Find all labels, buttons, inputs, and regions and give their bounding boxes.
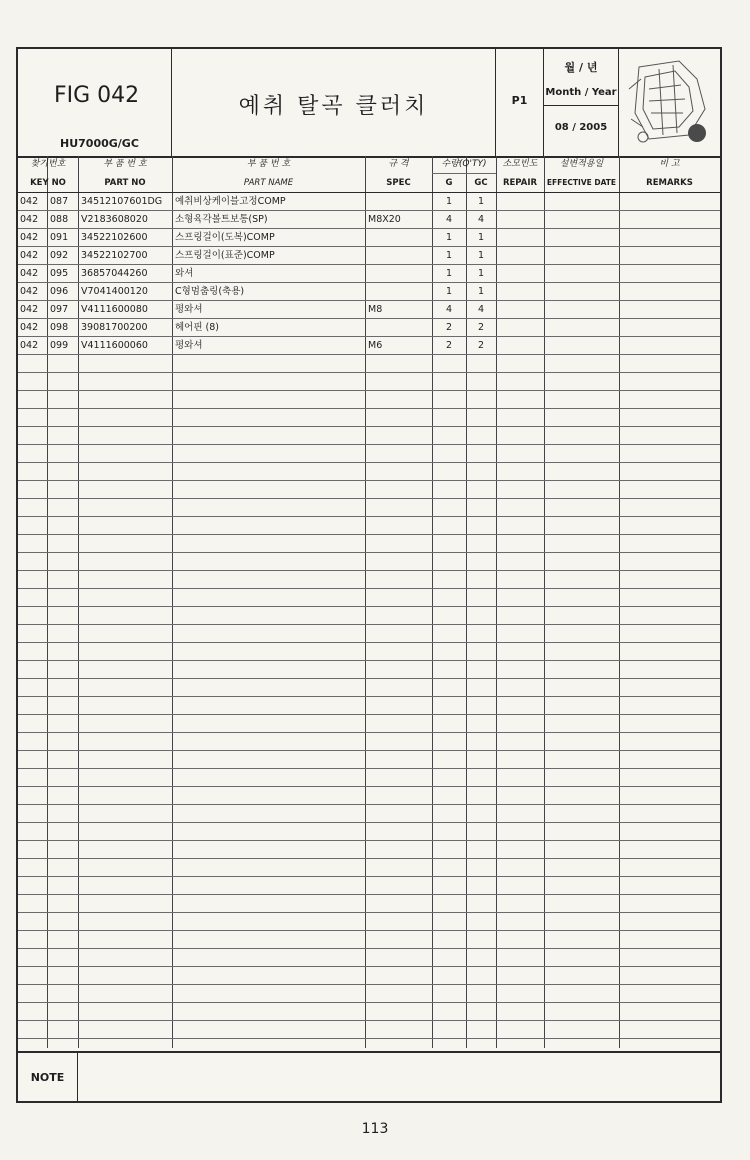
divider xyxy=(18,822,720,823)
date-label-kr: 월 / 년 xyxy=(564,61,598,74)
cell-part-no: V2183608020 xyxy=(81,214,148,225)
note-box xyxy=(18,1051,720,1103)
cell-fig: 042 xyxy=(20,286,39,297)
cell-gc: 2 xyxy=(477,340,485,351)
page-code-cell xyxy=(496,49,544,156)
divider xyxy=(18,858,720,859)
cell-part-no: V4111600080 xyxy=(81,304,148,315)
date-label-en: Month / Year xyxy=(545,87,617,98)
date-cell xyxy=(544,49,619,156)
cell-fig: 042 xyxy=(20,196,39,207)
cell-g: 2 xyxy=(445,340,453,351)
divider xyxy=(18,714,720,715)
sheet-header xyxy=(18,49,720,158)
cell-name: 스프링걸이(표준)COMP xyxy=(175,250,275,261)
divider xyxy=(18,624,720,625)
divider xyxy=(18,930,720,931)
col-part-name-kr: 부 품 번 호 xyxy=(246,159,291,169)
cell-gc: 1 xyxy=(477,196,485,207)
divider xyxy=(18,480,720,481)
divider xyxy=(18,642,720,643)
cell-key: 088 xyxy=(50,214,69,225)
cell-g: 2 xyxy=(445,322,453,333)
cell-name: 헤어핀 (8) xyxy=(175,322,220,333)
divider xyxy=(544,105,618,106)
divider xyxy=(18,732,720,733)
divider xyxy=(18,462,720,463)
parts-table xyxy=(18,156,720,1048)
cell-spec: M8X20 xyxy=(368,214,401,225)
col-repair-en: REPAIR xyxy=(502,178,538,188)
divider xyxy=(18,678,720,679)
col-part-name-en: PART NAME xyxy=(243,178,294,188)
cell-part-no: 34522102600 xyxy=(81,232,148,243)
cell-name: C형멈춤링(축용) xyxy=(175,286,245,297)
cell-fig: 042 xyxy=(20,340,39,351)
col-spec-en: SPEC xyxy=(386,178,411,188)
divider xyxy=(18,840,720,841)
divider xyxy=(18,1038,720,1039)
divider xyxy=(18,372,720,373)
cell-gc: 2 xyxy=(477,322,485,333)
cell-key: 096 xyxy=(50,286,69,297)
col-qty-g: G xyxy=(445,178,453,188)
note-label: NOTE xyxy=(18,1053,78,1103)
cell-fig: 042 xyxy=(20,304,39,315)
table-row xyxy=(18,193,720,211)
cell-spec: M8 xyxy=(368,304,383,315)
cell-g: 1 xyxy=(445,196,453,207)
divider xyxy=(18,696,720,697)
cell-key: 087 xyxy=(50,196,69,207)
table-row xyxy=(18,301,720,319)
page-code: P1 xyxy=(511,94,528,107)
col-remarks-kr: 비 고 xyxy=(659,159,680,169)
cell-name: 소형육각볼트보통(SP) xyxy=(175,214,268,225)
col-part-no-kr: 부 품 번 호 xyxy=(103,159,147,169)
cell-gc: 1 xyxy=(477,268,485,279)
col-effective-en: EFFECTIVE DATE xyxy=(546,178,617,187)
divider xyxy=(18,786,720,787)
divider xyxy=(18,498,720,499)
cell-gc: 1 xyxy=(477,250,485,261)
table-row xyxy=(18,319,720,337)
cell-gc: 4 xyxy=(477,304,485,315)
divider xyxy=(18,444,720,445)
cell-g: 1 xyxy=(445,286,453,297)
cell-key: 098 xyxy=(50,322,69,333)
divider xyxy=(18,1020,720,1021)
table-row xyxy=(18,229,720,247)
table-row xyxy=(18,265,720,283)
title-cell xyxy=(172,49,496,156)
divider xyxy=(18,660,720,661)
cell-key: 099 xyxy=(50,340,69,351)
cell-key: 095 xyxy=(50,268,69,279)
divider xyxy=(18,390,720,391)
divider xyxy=(18,750,720,751)
divider xyxy=(18,768,720,769)
parts-list-sheet xyxy=(16,47,722,1103)
divider xyxy=(18,984,720,985)
col-part-no-en: PART NO xyxy=(104,178,146,188)
date-value: 08 / 2005 xyxy=(554,122,608,133)
cell-key: 091 xyxy=(50,232,69,243)
cell-part-no: 36857044260 xyxy=(81,268,148,279)
divider xyxy=(18,552,720,553)
col-qty-gc: GC xyxy=(474,178,488,188)
cell-part-no: 34512107601DG xyxy=(81,196,163,207)
model-name: HU7000G/GC xyxy=(60,137,139,150)
cell-part-no: V4111600060 xyxy=(81,340,148,351)
table-row xyxy=(18,283,720,301)
cell-key: 092 xyxy=(50,250,69,261)
col-key-en: KEY NO xyxy=(30,178,66,188)
divider xyxy=(18,1002,720,1003)
divider xyxy=(18,894,720,895)
divider xyxy=(18,408,720,409)
figure-cell xyxy=(18,49,172,156)
cell-part-no: V7041400120 xyxy=(81,286,148,297)
cell-fig: 042 xyxy=(20,322,39,333)
binder-edge xyxy=(0,60,10,860)
cell-part-no: 34522102700 xyxy=(81,250,148,261)
divider xyxy=(18,570,720,571)
divider xyxy=(18,912,720,913)
figure-number: FIG 042 xyxy=(54,83,140,108)
col-repair-kr: 소모빈도 xyxy=(502,159,538,169)
combine-harvester-icon xyxy=(619,49,719,154)
table-row xyxy=(18,211,720,229)
machine-image-cell xyxy=(619,49,720,156)
cell-fig: 042 xyxy=(20,268,39,279)
cell-name: 스프링걸이(도복)COMP xyxy=(175,232,275,243)
divider xyxy=(432,173,496,174)
figure-title: 예취 탈곡 클러치 xyxy=(238,94,429,119)
col-qty-kr: 수량(Q'TY) xyxy=(441,159,487,169)
cell-fig: 042 xyxy=(20,250,39,261)
cell-part-no: 39081700200 xyxy=(81,322,148,333)
cell-key: 097 xyxy=(50,304,69,315)
page-number: 113 xyxy=(361,1121,389,1137)
cell-gc: 1 xyxy=(477,232,485,243)
cell-spec: M6 xyxy=(368,340,383,351)
table-row xyxy=(18,337,720,355)
table-row xyxy=(18,247,720,265)
col-effective-kr: 설변적용일 xyxy=(559,159,604,169)
cell-gc: 1 xyxy=(477,286,485,297)
col-spec-kr: 규 격 xyxy=(388,159,409,169)
divider xyxy=(18,588,720,589)
cell-fig: 042 xyxy=(20,214,39,225)
cell-g: 1 xyxy=(445,250,453,261)
col-key-kr: 찾기번호 xyxy=(30,159,66,169)
cell-g: 4 xyxy=(445,304,453,315)
divider xyxy=(18,534,720,535)
cell-g: 4 xyxy=(445,214,453,225)
divider xyxy=(18,516,720,517)
divider xyxy=(18,966,720,967)
cell-gc: 4 xyxy=(477,214,485,225)
cell-g: 1 xyxy=(445,232,453,243)
divider xyxy=(18,876,720,877)
cell-name: 평와셔 xyxy=(175,304,203,315)
cell-name: 예취비상케이블고정COMP xyxy=(175,196,286,207)
divider xyxy=(18,804,720,805)
cell-name: 와셔 xyxy=(175,268,194,279)
cell-g: 1 xyxy=(445,268,453,279)
divider xyxy=(18,426,720,427)
divider xyxy=(18,948,720,949)
col-remarks-en: REMARKS xyxy=(646,178,693,188)
cell-fig: 042 xyxy=(20,232,39,243)
cell-name: 평와셔 xyxy=(175,340,203,351)
divider xyxy=(18,606,720,607)
